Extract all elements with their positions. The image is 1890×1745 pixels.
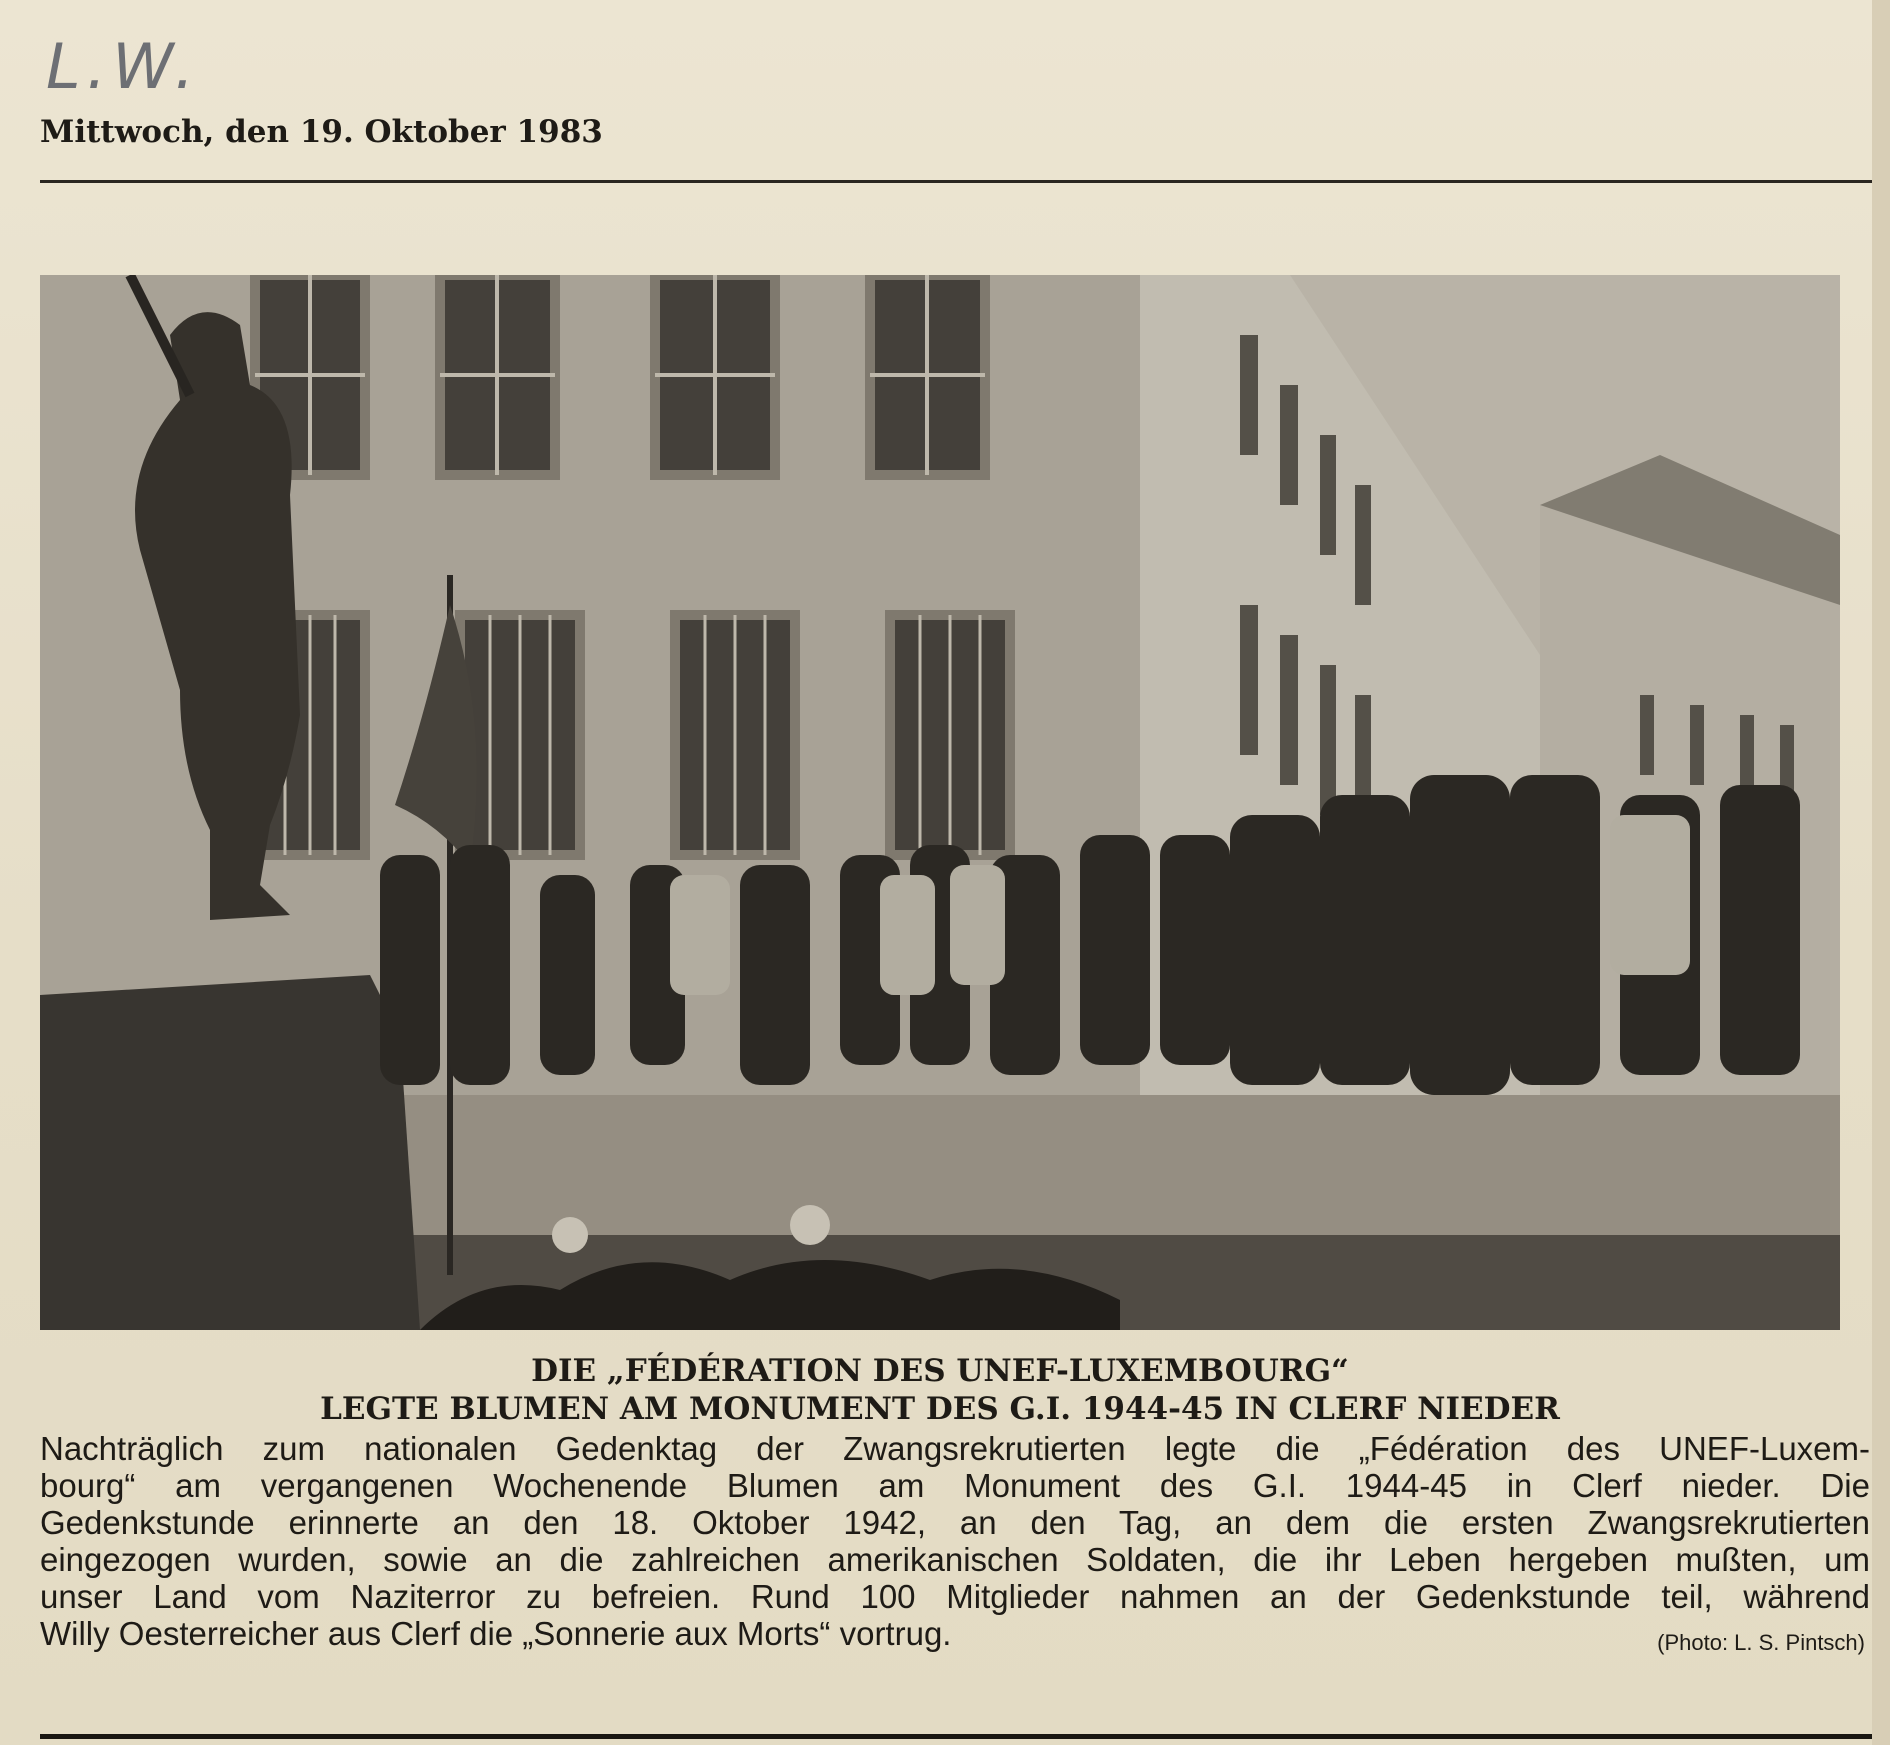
photo-credit: (Photo: L. S. Pintsch) <box>1657 1630 1865 1655</box>
handwritten-note: L.W. <box>46 30 201 103</box>
news-photo <box>40 275 1840 1330</box>
headline-line: LEGTE BLUMEN AM MONUMENT DES G.I. 1944-45 IN CLERF NIEDER <box>320 1391 1560 1427</box>
top-rule <box>40 180 1872 183</box>
body-line: bourg“ am vergangenen Wochenende Blumen am Monument des G.I. 1944-45 in Clerf nieder. Die <box>40 1467 1870 1504</box>
article-body <box>40 1430 1870 1652</box>
body-line: Nachträglich zum nationalen Gedenktag der Zwangsrekrutierten legte die „Fédération des UNEF-Luxem- <box>40 1430 1870 1467</box>
bottom-rule <box>40 1734 1872 1739</box>
body-line: Gedenkstunde erinnerte an den 18. Oktober 1942, an den Tag, an dem die ersten Zwangsrekrutierten <box>40 1504 1870 1541</box>
body-line: Willy Oesterreicher aus Clerf die „Sonnerie aux Morts“ vortrug. <box>40 1615 952 1652</box>
dateline: Mittwoch, den 19. Oktober 1983 <box>40 114 603 150</box>
page-edge <box>1872 0 1890 1745</box>
headline-line: DIE „FÉDÉRATION DES UNEF-LUXEMBOURG“ <box>531 1353 1349 1389</box>
body-line: eingezogen wurden, sowie an die zahlreichen amerikanischen Soldaten, die ihr Leben hergeben mußten, um <box>40 1541 1870 1578</box>
body-line: unser Land vom Naziterror zu befreien. Rund 100 Mitglieder nahmen an der Gedenkstunde teil, während <box>40 1578 1870 1615</box>
article-headline <box>40 1352 1840 1428</box>
